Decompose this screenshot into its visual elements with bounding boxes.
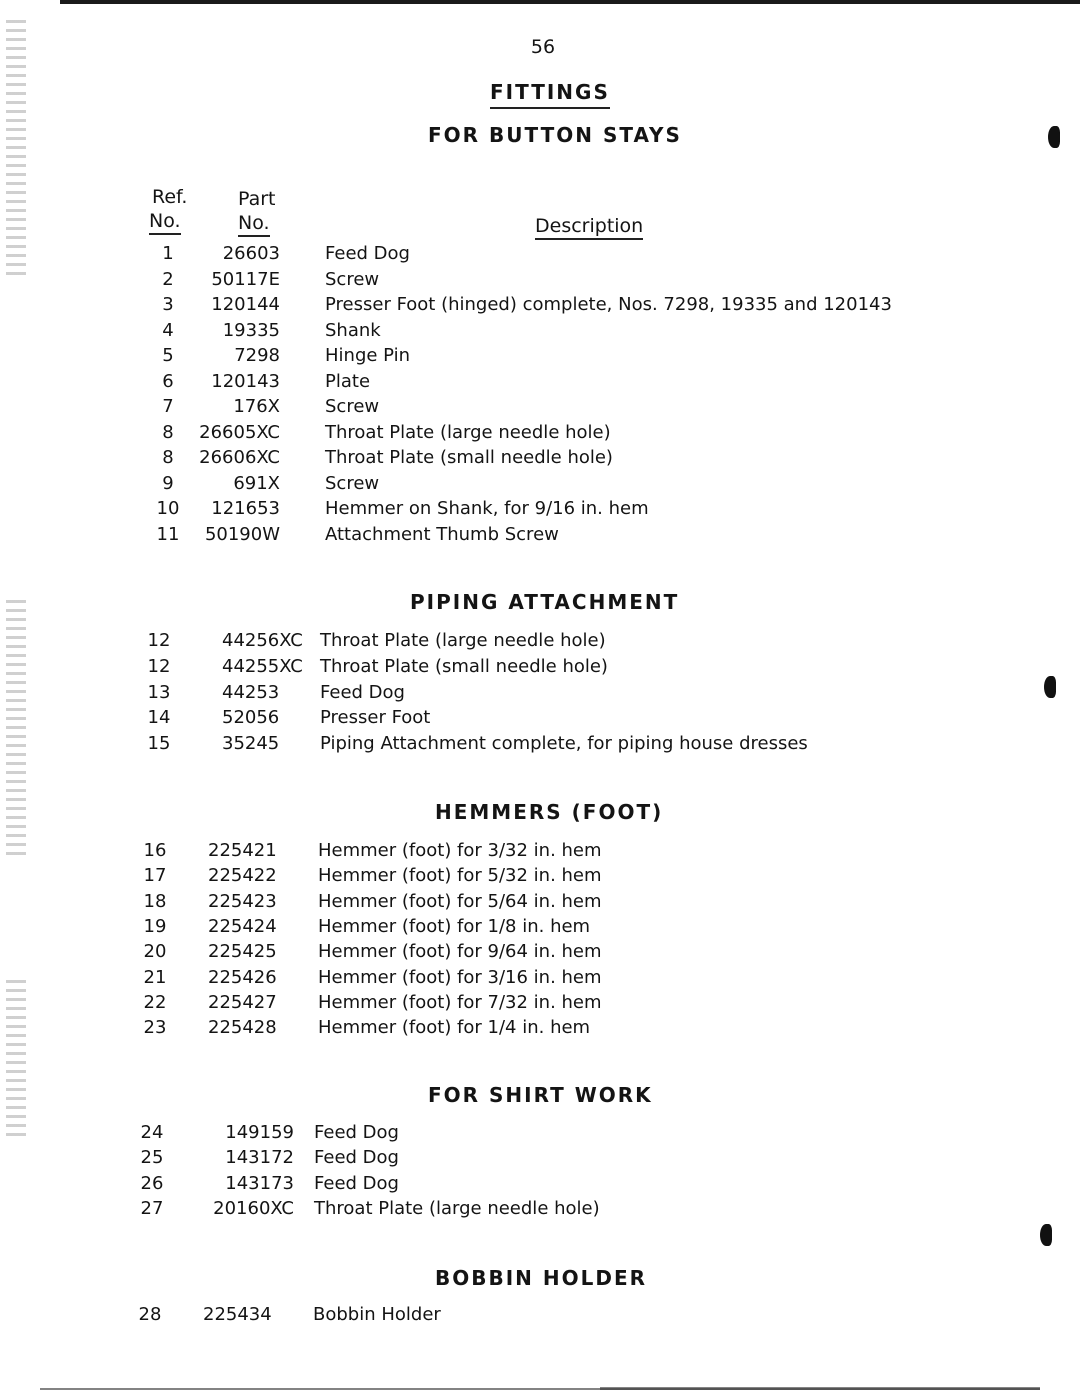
part-number: 50190W	[204, 523, 280, 545]
ref-number: 23	[143, 1017, 167, 1039]
part-description: Hemmer on Shank, for 9/16 in. hem	[325, 498, 649, 519]
table-row	[0, 394, 1080, 419]
part-description: Throat Plate (large needle hole)	[320, 630, 606, 651]
table-row	[0, 654, 1080, 679]
part-number: 26605XC	[199, 421, 280, 443]
part-number: 20160XC	[213, 1197, 294, 1219]
part-number: 50117E	[211, 268, 280, 290]
part-number: 691X	[233, 472, 280, 494]
table-row	[0, 445, 1080, 470]
part-description: Presser Foot (hinged) complete, Nos. 7298, 19335 and 120143	[325, 294, 892, 315]
part-number: 149159	[225, 1122, 294, 1143]
ref-number: 25	[140, 1147, 164, 1169]
ref-number: 10	[156, 498, 180, 519]
ref-number: 18	[143, 890, 167, 912]
ref-header-line1: Ref.	[152, 186, 188, 208]
ref-number: 14	[147, 707, 171, 729]
page-number: 56	[530, 36, 556, 58]
table-row	[0, 705, 1080, 730]
section-heading: PIPING ATTACHMENT	[410, 590, 680, 614]
ref-number: 12	[147, 655, 171, 677]
ref-number: 21	[143, 966, 167, 988]
part-description: Hinge Pin	[325, 345, 411, 366]
binding-hole-mark	[1048, 126, 1060, 148]
ref-number: 17	[143, 865, 167, 887]
part-description: Screw	[325, 472, 380, 494]
table-row	[0, 939, 1080, 964]
table-row	[0, 1196, 1080, 1221]
part-number: 225421	[208, 840, 277, 861]
ref-number: 5	[162, 345, 174, 366]
part-number: 143172	[225, 1147, 294, 1169]
part-header-line1: Part	[238, 188, 276, 210]
part-description: Feed Dog	[314, 1147, 399, 1169]
ref-number: 28	[138, 1304, 162, 1325]
part-number: 26606XC	[199, 447, 280, 468]
table-row	[0, 838, 1080, 863]
table-row	[0, 292, 1080, 317]
part-description: Plate	[325, 370, 371, 392]
part-description: Presser Foot	[320, 707, 431, 729]
part-number: 225428	[208, 1017, 277, 1039]
part-number: 176X	[233, 396, 280, 417]
part-description: Hemmer (foot) for 9/64 in. hem	[318, 941, 602, 963]
ref-number: 15	[147, 733, 171, 755]
ref-number: 8	[162, 421, 174, 443]
part-number: 225425	[208, 941, 277, 963]
table-row	[0, 1302, 1080, 1327]
ref-number: 26	[140, 1172, 164, 1194]
section-heading: FOR SHIRT WORK	[428, 1083, 653, 1107]
part-description: Attachment Thumb Screw	[325, 523, 559, 545]
binding-hole-mark	[1040, 1224, 1052, 1246]
part-number: 120143	[211, 370, 280, 392]
part-description: Hemmer (foot) for 7/32 in. hem	[318, 991, 602, 1013]
ref-number: 3	[162, 294, 174, 315]
ref-number: 12	[147, 630, 171, 651]
ref-number: 22	[143, 991, 167, 1013]
part-description: Throat Plate (small needle hole)	[325, 447, 613, 468]
part-description: Hemmer (foot) for 5/64 in. hem	[318, 890, 602, 912]
part-description: Feed Dog	[320, 681, 405, 703]
part-description: Bobbin Holder	[313, 1304, 441, 1325]
table-row	[0, 241, 1080, 266]
part-description: Shank	[325, 319, 381, 341]
part-number: 44256XC	[222, 630, 303, 651]
ref-number: 9	[162, 472, 174, 494]
part-number: 7298	[234, 345, 280, 366]
part-description: Feed Dog	[314, 1172, 399, 1194]
part-description: Feed Dog	[325, 243, 410, 264]
table-row	[0, 1015, 1080, 1040]
part-number: 225427	[208, 991, 277, 1013]
section-heading: BOBBIN HOLDER	[435, 1266, 648, 1290]
table-row	[0, 628, 1080, 653]
part-number: 52056	[222, 707, 280, 729]
ref-number: 16	[143, 840, 167, 861]
table-row	[0, 420, 1080, 445]
part-description: Hemmer (foot) for 3/16 in. hem	[318, 966, 602, 988]
part-header-line2: No.	[238, 211, 270, 237]
part-number: 121653	[211, 498, 280, 519]
ref-header-line2: No.	[149, 209, 181, 235]
scan-bottom-border	[600, 1387, 1040, 1390]
part-description: Throat Plate (small needle hole)	[320, 655, 608, 677]
ref-number: 8	[162, 447, 174, 468]
part-description: Throat Plate (large needle hole)	[314, 1197, 600, 1219]
ref-number: 11	[156, 523, 180, 545]
table-row	[0, 471, 1080, 496]
part-number: 143173	[225, 1172, 294, 1194]
table-row	[0, 914, 1080, 939]
section-heading: FOR BUTTON STAYS	[428, 123, 682, 147]
part-number: 26603	[222, 243, 280, 264]
part-number: 225423	[208, 890, 277, 912]
ref-number: 2	[162, 268, 174, 290]
part-number: 120144	[211, 294, 280, 315]
table-row	[0, 496, 1080, 521]
table-row	[0, 318, 1080, 343]
table-row	[0, 267, 1080, 292]
table-row	[0, 1120, 1080, 1145]
part-description: Piping Attachment complete, for piping house dresses	[320, 733, 808, 755]
part-number: 225422	[208, 865, 277, 887]
table-row	[0, 522, 1080, 547]
table-row	[0, 863, 1080, 888]
table-row	[0, 1145, 1080, 1170]
ref-number: 19	[143, 915, 167, 937]
part-description: Throat Plate (large needle hole)	[325, 421, 611, 443]
table-row	[0, 731, 1080, 756]
page-title	[490, 80, 610, 104]
part-number: 225424	[208, 915, 277, 937]
section-heading: HEMMERS (FOOT)	[435, 800, 664, 824]
table-row	[0, 1171, 1080, 1196]
table-row	[0, 680, 1080, 705]
part-description: Screw	[325, 268, 380, 290]
part-description: Screw	[325, 396, 380, 417]
page-title-text: FITTINGS	[490, 80, 610, 109]
ref-number: 20	[143, 941, 167, 963]
ref-number: 7	[162, 396, 174, 417]
description-header: Description	[535, 214, 643, 240]
ref-number: 6	[162, 370, 174, 392]
ref-number: 1	[162, 243, 174, 264]
table-row	[0, 990, 1080, 1015]
scan-top-border	[60, 0, 1080, 4]
part-description: Hemmer (foot) for 1/4 in. hem	[318, 1017, 591, 1039]
table-row	[0, 369, 1080, 394]
part-description: Hemmer (foot) for 5/32 in. hem	[318, 865, 602, 887]
part-description: Hemmer (foot) for 1/8 in. hem	[318, 915, 591, 937]
ref-number: 4	[162, 319, 174, 341]
table-row	[0, 965, 1080, 990]
part-number: 35245	[222, 733, 280, 755]
ref-number: 13	[147, 681, 171, 703]
part-number: 44255XC	[222, 655, 303, 677]
part-number: 19335	[222, 319, 280, 341]
table-row	[0, 343, 1080, 368]
ref-number: 24	[140, 1122, 164, 1143]
table-row	[0, 889, 1080, 914]
part-number: 225434	[203, 1304, 272, 1325]
part-number: 225426	[208, 966, 277, 988]
part-description: Hemmer (foot) for 3/32 in. hem	[318, 840, 602, 861]
ref-number: 27	[140, 1197, 164, 1219]
part-description: Feed Dog	[314, 1122, 399, 1143]
part-number: 44253	[222, 681, 280, 703]
